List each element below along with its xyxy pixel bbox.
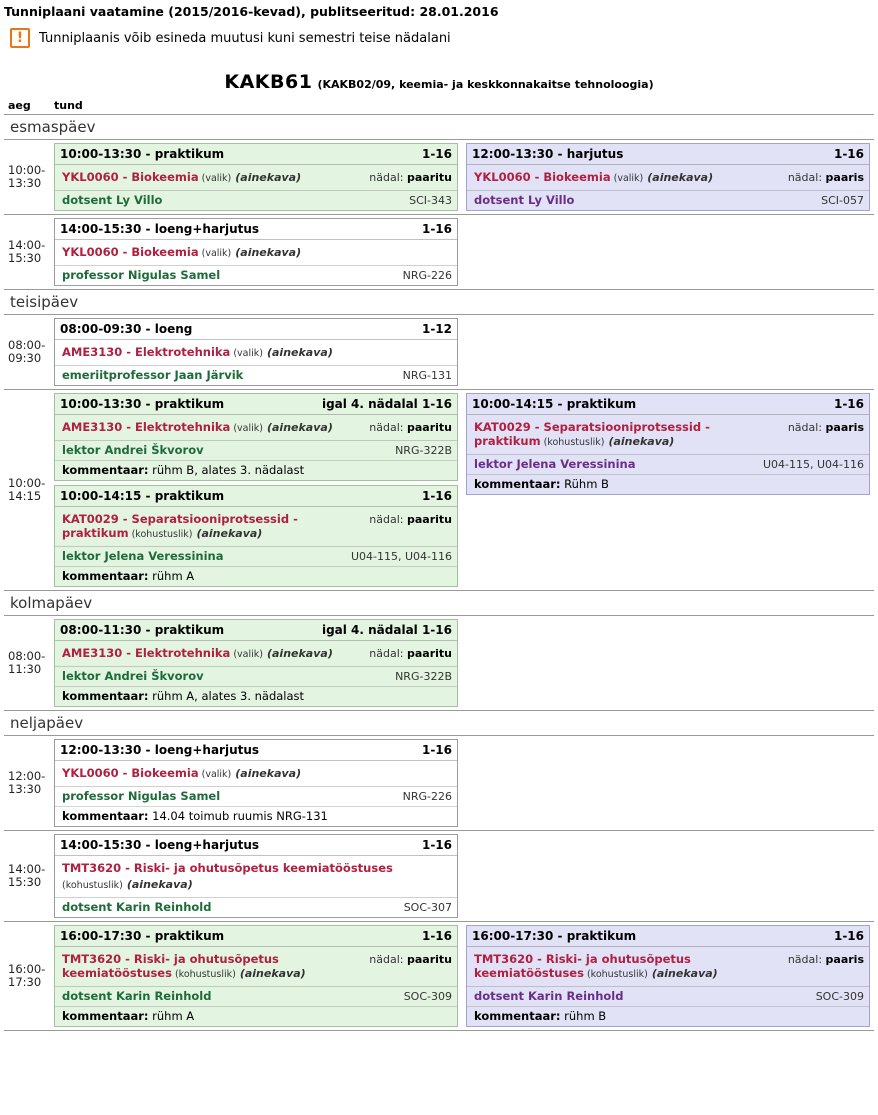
week-parity-value: paaris xyxy=(825,953,864,966)
event-subject[interactable] xyxy=(62,245,301,261)
event-room[interactable]: SOC-307 xyxy=(403,901,452,914)
event-subject-row xyxy=(55,240,457,266)
event-time-type xyxy=(60,222,259,236)
event-time: 10:00-13:30 xyxy=(60,147,142,161)
event-teacher[interactable]: dotsent Karin Reinhold xyxy=(62,900,212,914)
event-subject-row xyxy=(55,761,457,787)
event-header xyxy=(55,486,457,507)
slot-time-start: 16:00- xyxy=(8,962,46,976)
event-comment xyxy=(467,1006,869,1026)
event-time: 10:00-14:15 xyxy=(60,489,142,503)
slot-column-a xyxy=(50,390,462,591)
event-dash: - xyxy=(553,397,567,411)
event-teacher[interactable]: professor Nigulas Samel xyxy=(62,268,221,282)
event-teacher-row xyxy=(55,547,457,566)
slot-column-b xyxy=(462,736,874,831)
subject-name: YKL0060 - Biokeemia xyxy=(62,170,199,184)
event-room[interactable]: SCI-057 xyxy=(821,194,864,207)
event-dash: - xyxy=(553,929,567,943)
event-dash: - xyxy=(141,222,155,236)
slot-time xyxy=(4,390,50,591)
subject-name: KAT0029 - Separatsiooniprotsessid - praktikum xyxy=(474,420,710,448)
slot-column-a xyxy=(50,736,462,831)
slot-time xyxy=(4,315,50,390)
event-type: praktikum xyxy=(154,929,225,943)
lesson-event[interactable] xyxy=(466,393,870,495)
event-teacher[interactable]: lektor Andrei Škvorov xyxy=(62,669,204,683)
event-subject-row xyxy=(55,165,457,191)
comment-label: kommentaar: xyxy=(474,477,561,491)
event-subject-row xyxy=(55,947,457,987)
event-dash: - xyxy=(141,623,155,637)
event-header xyxy=(467,926,869,947)
subject-name: YKL0060 - Biokeemia xyxy=(62,245,199,259)
event-subject-row xyxy=(467,165,869,191)
slot-column-a xyxy=(50,140,462,215)
event-teacher-row xyxy=(55,366,457,385)
event-time-type xyxy=(60,743,259,757)
lesson-event[interactable] xyxy=(54,318,458,386)
subject-kind: (kohustuslik) xyxy=(62,880,123,891)
subject-kind: (valik) xyxy=(230,423,263,434)
event-teacher-row xyxy=(467,455,869,474)
slot-column-b xyxy=(462,140,874,215)
group-heading xyxy=(0,61,878,99)
event-room[interactable]: NRG-226 xyxy=(402,269,452,282)
slot-time-start: 10:00- xyxy=(8,476,46,490)
event-header xyxy=(55,740,457,761)
day-name: kolmapäev xyxy=(4,591,874,616)
lesson-event[interactable] xyxy=(466,143,870,211)
syllabus-link[interactable]: (ainekava) xyxy=(651,967,718,980)
event-week-parity xyxy=(369,646,452,660)
page-title: Tunniplaani vaatamine (2015/2016-kevad), publitseeritud: 28.01.2016 xyxy=(4,4,499,19)
comment-label: kommentaar: xyxy=(62,463,149,477)
event-time: 12:00-13:30 xyxy=(60,743,142,757)
time-slot-row xyxy=(4,922,874,1031)
event-subject-row xyxy=(55,415,457,441)
subject-kind: (kohustuslik) xyxy=(540,437,605,448)
event-time-type xyxy=(60,929,224,943)
slot-column-b xyxy=(462,215,874,290)
day-header-row xyxy=(4,591,874,616)
event-room[interactable]: U04-115, U04-116 xyxy=(350,550,452,563)
week-parity-value: paaritu xyxy=(406,421,452,434)
event-type: praktikum xyxy=(154,147,225,161)
time-slot-row xyxy=(4,140,874,215)
day-name: esmaspäev xyxy=(4,115,874,140)
comment-text: rühm A xyxy=(148,569,195,583)
week-parity-value: paaritu xyxy=(406,647,452,660)
event-subject[interactable] xyxy=(474,170,713,186)
event-dash: - xyxy=(141,838,155,852)
event-time: 08:00-11:30 xyxy=(60,623,142,637)
syllabus-link[interactable]: (ainekava) xyxy=(235,171,302,184)
event-room[interactable]: SOC-309 xyxy=(403,990,452,1003)
event-teacher[interactable]: dotsent Ly Villo xyxy=(62,193,163,207)
lesson-event[interactable] xyxy=(54,619,458,707)
slot-time xyxy=(4,736,50,831)
lesson-event[interactable] xyxy=(54,485,458,587)
syllabus-link[interactable]: (ainekava) xyxy=(647,171,714,184)
event-room[interactable]: NRG-322B xyxy=(395,444,452,457)
event-type: harjutus xyxy=(566,147,624,161)
slot-time-start: 14:00- xyxy=(8,862,46,876)
event-teacher-row xyxy=(55,898,457,917)
event-subject[interactable] xyxy=(62,646,333,662)
slot-time xyxy=(4,922,50,1031)
comment-label: kommentaar: xyxy=(62,569,149,583)
column-header-lesson: tund xyxy=(54,99,83,112)
day-header-row xyxy=(4,115,874,140)
event-comment xyxy=(55,1006,457,1026)
lesson-event[interactable] xyxy=(54,143,458,211)
event-subject[interactable] xyxy=(62,345,333,361)
slot-time-start: 12:00- xyxy=(8,769,46,783)
event-weeks: igal 4. nädalal 1-16 xyxy=(321,397,452,411)
event-time: 14:00-15:30 xyxy=(60,838,142,852)
subject-kind: (valik) xyxy=(610,173,644,184)
event-dash: - xyxy=(141,489,155,503)
subject-name: AME3130 - Elektrotehnika xyxy=(62,345,231,359)
lesson-event[interactable] xyxy=(54,218,458,286)
event-type: praktikum xyxy=(154,623,225,637)
day-name: neljapäev xyxy=(4,711,874,736)
event-comment xyxy=(55,686,457,706)
event-subject[interactable] xyxy=(474,952,780,982)
event-weeks: igal 4. nädalal 1-16 xyxy=(321,623,452,637)
event-time: 16:00-17:30 xyxy=(472,929,554,943)
week-parity-value: paaris xyxy=(825,421,864,434)
event-time-type xyxy=(60,489,224,503)
week-parity-label: nädal: xyxy=(787,421,823,434)
group-code: KAKB61 xyxy=(224,71,313,93)
event-time-type xyxy=(472,147,623,161)
slot-time xyxy=(4,215,50,290)
event-time: 08:00-09:30 xyxy=(60,322,142,336)
event-room[interactable]: NRG-131 xyxy=(402,369,452,382)
event-subject-row xyxy=(467,415,869,455)
subject-kind: (valik) xyxy=(230,348,263,359)
warning-icon: ! xyxy=(10,28,30,48)
event-weeks: 1-16 xyxy=(421,929,452,943)
event-teacher[interactable]: emeriitprofessor Jaan Järvik xyxy=(62,368,244,382)
subject-name: AME3130 - Elektrotehnika xyxy=(62,420,231,434)
slot-column-b xyxy=(462,922,874,1031)
subject-kind: (valik) xyxy=(198,248,232,259)
slot-time-start: 14:00- xyxy=(8,238,46,252)
event-teacher-row xyxy=(55,787,457,806)
event-dash: - xyxy=(141,147,155,161)
slot-time xyxy=(4,831,50,922)
event-time-type xyxy=(60,322,192,336)
event-subject[interactable] xyxy=(62,766,301,782)
comment-text: rühm B, alates 3. nädalast xyxy=(148,463,305,477)
event-week-parity xyxy=(369,170,452,184)
subject-kind: (valik) xyxy=(230,649,263,660)
table-header-row xyxy=(4,99,874,115)
slot-time-end: 15:30 xyxy=(8,251,42,265)
event-header xyxy=(55,144,457,165)
event-weeks: 1-16 xyxy=(421,147,452,161)
event-teacher-row xyxy=(55,441,457,460)
lesson-event[interactable] xyxy=(54,925,458,1027)
event-time-type xyxy=(60,397,224,411)
slot-column-b xyxy=(462,390,874,591)
slot-time-start: 10:00- xyxy=(8,163,46,177)
event-type: loeng+harjutus xyxy=(154,222,260,236)
event-dash: - xyxy=(141,929,155,943)
event-subject-row xyxy=(467,947,869,987)
slot-time-end: 15:30 xyxy=(8,875,42,889)
week-parity-label: nädal: xyxy=(787,171,823,184)
event-comment xyxy=(55,460,457,480)
syllabus-link[interactable]: (ainekava) xyxy=(126,878,193,891)
slot-column-b xyxy=(462,315,874,390)
slot-time-end: 11:30 xyxy=(8,662,42,676)
event-type: loeng xyxy=(154,322,193,336)
event-subject[interactable] xyxy=(62,952,361,982)
event-teacher[interactable]: lektor Andrei Škvorov xyxy=(62,443,204,457)
event-weeks: 1-16 xyxy=(421,222,452,236)
event-subject-row xyxy=(55,340,457,366)
week-parity-label: nädal: xyxy=(369,171,404,184)
event-room[interactable]: SOC-309 xyxy=(815,990,864,1003)
event-subject-row xyxy=(55,507,457,547)
subject-name: YKL0060 - Biokeemia xyxy=(474,170,611,184)
comment-label: kommentaar: xyxy=(62,809,149,823)
event-room[interactable]: NRG-226 xyxy=(402,790,452,803)
week-parity-label: nädal: xyxy=(369,421,404,434)
event-teacher-row xyxy=(55,987,457,1006)
event-header xyxy=(467,394,869,415)
slot-time xyxy=(4,140,50,215)
group-description: (KAKB02/09, keemia- ja keskkonnakaitse tehnoloogia) xyxy=(317,78,654,91)
event-week-parity xyxy=(788,420,864,434)
event-time-type xyxy=(472,397,636,411)
slot-time-end: 13:30 xyxy=(8,176,42,190)
syllabus-link[interactable]: (ainekava) xyxy=(235,767,302,780)
event-dash: - xyxy=(141,743,155,757)
lesson-event[interactable] xyxy=(54,393,458,481)
event-subject[interactable] xyxy=(62,512,361,542)
event-room[interactable]: SCI-343 xyxy=(409,194,452,207)
event-teacher[interactable]: professor Nigulas Samel xyxy=(62,789,221,803)
event-type: praktikum xyxy=(566,397,637,411)
slot-time-end: 09:30 xyxy=(8,351,42,365)
subject-kind: (kohustuslik) xyxy=(128,529,193,540)
subject-name: TMT3620 - Riski- ja ohutusõpetus keemiatööstuses xyxy=(474,952,691,980)
slot-column-a xyxy=(50,215,462,290)
event-type: praktikum xyxy=(154,489,225,503)
time-slot-row xyxy=(4,736,874,831)
slot-time-end: 14:15 xyxy=(8,489,42,503)
event-subject[interactable] xyxy=(62,420,333,436)
notice-banner xyxy=(0,25,878,51)
week-parity-value: paaritu xyxy=(406,513,452,526)
event-dash: - xyxy=(141,397,155,411)
comment-text: rühm B xyxy=(560,1009,607,1023)
lesson-event[interactable] xyxy=(54,739,458,827)
event-weeks: 1-16 xyxy=(833,397,864,411)
comment-text: Rühm B xyxy=(560,477,609,491)
event-type: loeng+harjutus xyxy=(154,743,260,757)
event-week-parity xyxy=(788,170,864,184)
subject-name: TMT3620 - Riski- ja ohutusõpetus keemiatööstuses xyxy=(62,952,279,980)
event-comment xyxy=(55,806,457,826)
event-dash: - xyxy=(553,147,567,161)
week-parity-value: paaris xyxy=(825,171,864,184)
notice-text: Tunniplaanis võib esineda muutusi kuni semestri teise nädalani xyxy=(39,30,451,46)
week-parity-value: paaritu xyxy=(406,171,452,184)
event-teacher[interactable]: dotsent Karin Reinhold xyxy=(474,989,624,1003)
comment-label: kommentaar: xyxy=(62,1009,149,1023)
event-subject[interactable] xyxy=(62,170,301,186)
comment-text: rühm A xyxy=(148,1009,195,1023)
slot-column-a xyxy=(50,831,462,922)
event-dash: - xyxy=(141,322,155,336)
event-subject[interactable] xyxy=(474,420,780,450)
event-time: 14:00-15:30 xyxy=(60,222,142,236)
subject-name: YKL0060 - Biokeemia xyxy=(62,766,199,780)
event-week-parity xyxy=(788,952,864,966)
subject-kind: (kohustuslik) xyxy=(583,969,648,980)
slot-time-end: 13:30 xyxy=(8,782,42,796)
syllabus-link[interactable]: (ainekava) xyxy=(239,967,306,980)
time-slot-row xyxy=(4,215,874,290)
week-parity-label: nädal: xyxy=(369,953,404,966)
slot-column-b xyxy=(462,616,874,711)
event-teacher[interactable]: dotsent Ly Villo xyxy=(474,193,575,207)
event-time-type xyxy=(472,929,636,943)
column-header-time: aeg xyxy=(8,99,31,112)
event-weeks: 1-16 xyxy=(421,743,452,757)
event-header xyxy=(55,926,457,947)
syllabus-link[interactable]: (ainekava) xyxy=(196,527,263,540)
event-type: loeng+harjutus xyxy=(154,838,260,852)
day-header-row xyxy=(4,290,874,315)
event-week-parity xyxy=(369,952,452,966)
event-teacher[interactable]: lektor Jelena Veressinina xyxy=(62,549,224,563)
time-slot-row xyxy=(4,831,874,922)
event-header xyxy=(55,620,457,641)
event-room[interactable]: U04-115, U04-116 xyxy=(762,458,864,471)
comment-text: rühm A, alates 3. nädalast xyxy=(148,689,305,703)
lesson-event[interactable] xyxy=(54,834,458,918)
day-header-row xyxy=(4,711,874,736)
slot-time-start: 08:00- xyxy=(8,338,46,352)
slot-column-a xyxy=(50,315,462,390)
event-weeks: 1-12 xyxy=(421,322,452,336)
syllabus-link[interactable]: (ainekava) xyxy=(235,246,302,259)
slot-time xyxy=(4,616,50,711)
event-time: 12:00-13:30 xyxy=(472,147,554,161)
subject-name: KAT0029 - Separatsiooniprotsessid - praktikum xyxy=(62,512,298,540)
time-slot-row xyxy=(4,616,874,711)
event-time: 10:00-13:30 xyxy=(60,397,142,411)
comment-label: kommentaar: xyxy=(474,1009,561,1023)
week-parity-label: nädal: xyxy=(369,513,404,526)
event-teacher[interactable]: dotsent Karin Reinhold xyxy=(62,989,212,1003)
time-slot-row xyxy=(4,315,874,390)
subject-kind: (valik) xyxy=(198,173,232,184)
event-weeks: 1-16 xyxy=(833,929,864,943)
slot-column-a xyxy=(50,616,462,711)
syllabus-link[interactable]: (ainekava) xyxy=(266,647,333,660)
event-week-parity xyxy=(369,512,452,526)
event-header xyxy=(55,319,457,340)
day-name: teisipäev xyxy=(4,290,874,315)
event-time-type xyxy=(60,623,224,637)
week-parity-label: nädal: xyxy=(369,647,404,660)
event-header xyxy=(467,144,869,165)
comment-label: kommentaar: xyxy=(62,689,149,703)
event-week-parity xyxy=(369,420,452,434)
event-header xyxy=(55,835,457,856)
event-time-type xyxy=(60,838,259,852)
event-weeks: 1-16 xyxy=(421,838,452,852)
event-room[interactable]: NRG-322B xyxy=(395,670,452,683)
event-time: 16:00-17:30 xyxy=(60,929,142,943)
event-teacher-row xyxy=(467,191,869,210)
slot-time-start: 08:00- xyxy=(8,649,46,663)
event-header xyxy=(55,219,457,240)
schedule-table xyxy=(4,99,874,1031)
subject-name: TMT3620 - Riski- ja ohutusõpetus keemiatööstuses xyxy=(62,861,393,875)
column-header-lesson-2 xyxy=(462,99,874,115)
syllabus-link[interactable]: (ainekava) xyxy=(266,421,333,434)
syllabus-link[interactable]: (ainekava) xyxy=(266,346,333,359)
slot-column-b xyxy=(462,831,874,922)
slot-time-end: 17:30 xyxy=(8,975,42,989)
event-subject-row xyxy=(55,641,457,667)
event-type: praktikum xyxy=(154,397,225,411)
event-comment xyxy=(55,566,457,586)
event-teacher-row xyxy=(55,191,457,210)
lesson-event[interactable] xyxy=(466,925,870,1027)
event-teacher[interactable]: lektor Jelena Veressinina xyxy=(474,457,636,471)
subject-name: AME3130 - Elektrotehnika xyxy=(62,646,231,660)
subject-kind: (valik) xyxy=(198,769,232,780)
event-teacher-row xyxy=(467,987,869,1006)
week-parity-label: nädal: xyxy=(787,953,823,966)
subject-kind: (kohustuslik) xyxy=(171,969,236,980)
event-time: 10:00-14:15 xyxy=(472,397,554,411)
slot-column-a xyxy=(50,922,462,1031)
event-teacher-row xyxy=(55,667,457,686)
event-time-type xyxy=(60,147,224,161)
event-weeks: 1-16 xyxy=(833,147,864,161)
syllabus-link[interactable]: (ainekava) xyxy=(608,435,675,448)
event-type: praktikum xyxy=(566,929,637,943)
time-slot-row xyxy=(4,390,874,591)
event-subject-row xyxy=(55,856,457,898)
event-teacher-row xyxy=(55,266,457,285)
event-weeks: 1-16 xyxy=(421,489,452,503)
event-header xyxy=(55,394,457,415)
week-parity-value: paaritu xyxy=(406,953,452,966)
comment-text: 14.04 toimub ruumis NRG-131 xyxy=(148,809,328,823)
event-subject[interactable] xyxy=(62,861,452,893)
event-comment xyxy=(467,474,869,494)
